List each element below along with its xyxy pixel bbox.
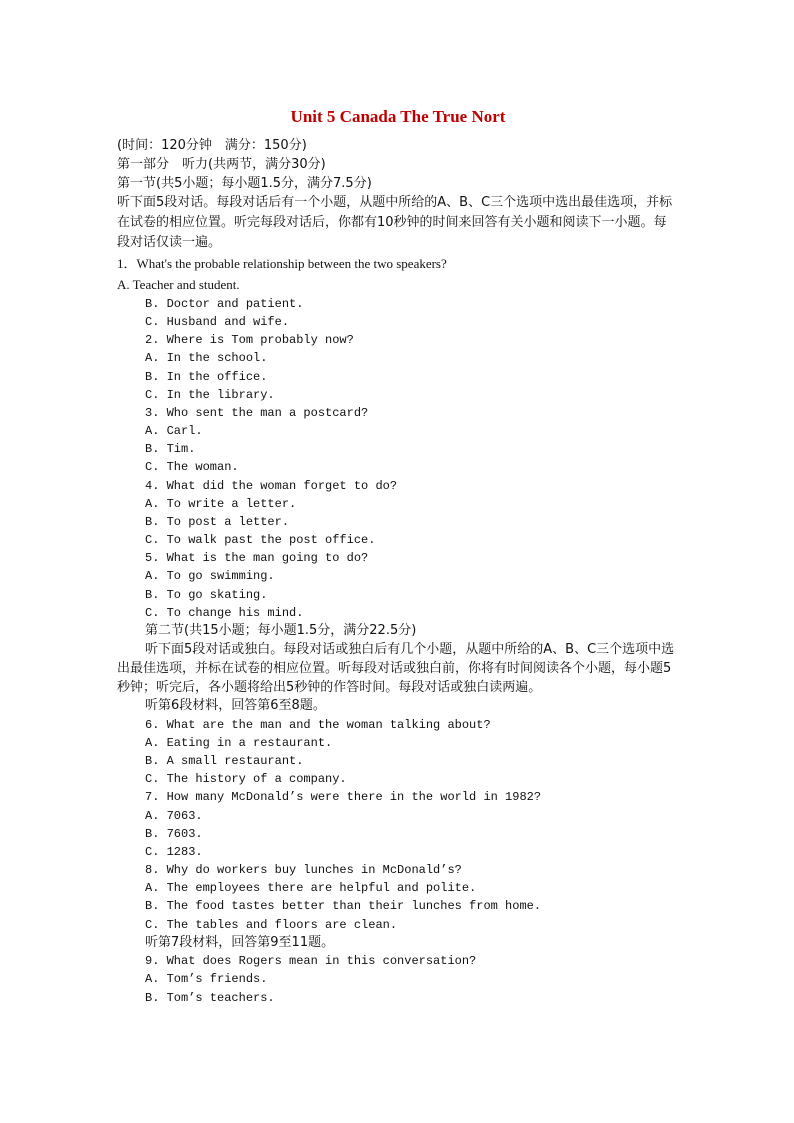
list-item: 6. What are the man and the woman talking about? — [145, 717, 491, 732]
list-item: A. In the school. — [145, 351, 268, 366]
list-item: A. Eating in a restaurant. — [145, 735, 333, 750]
section-one-list — [117, 295, 679, 622]
exam-time-info: (时间：120分钟 满分：150分) — [117, 138, 307, 153]
list-item: C. In the library. — [145, 387, 275, 402]
document-page — [117, 106, 679, 1007]
list-item: A. Tom’s friends. — [145, 972, 268, 987]
list-item: C. To walk past the post office. — [145, 533, 376, 548]
list-item: A. Carl. — [145, 424, 203, 439]
list-item: A. The employees there are helpful and polite. — [145, 881, 477, 896]
section-three-list — [117, 952, 679, 1006]
section-two-list — [117, 716, 679, 934]
list-item: C. Husband and wife. — [145, 315, 290, 330]
list-item: 5. What is the man going to do? — [145, 551, 369, 566]
list-item: B. Tim. — [145, 442, 196, 457]
section-two-instructions: 听下面5段对话或独白。每段对话或独白后有几个小题，从题中所给的A、B、C三个选项中选出最佳选项，并标在试卷的相应位置。听每段对话或独白前，你将有时间阅读各个小题，每小题5秒钟；听完后，各小题将给出5秒钟的作答时间。每段对话或独白读两遍。 — [117, 642, 675, 696]
list-item: B. A small restaurant. — [145, 754, 304, 769]
list-item: 2. Where is Tom probably now? — [145, 333, 354, 348]
list-item: A. To write a letter. — [145, 496, 297, 511]
list-item: B. To go skating. — [145, 587, 268, 602]
part-one-heading: 第一部分 听力(共两节，满分30分) — [117, 157, 326, 172]
list-item: 8. Why do workers buy lunches in McDonald’s? — [145, 863, 462, 878]
page-title: Unit 5 Canada The True Nort — [290, 107, 506, 126]
list-item: 3. Who sent the man a postcard? — [145, 405, 369, 420]
section-two-heading: 第二节(共15小题；每小题1.5分，满分22.5分) — [145, 622, 417, 638]
material-7-heading: 听第7段材料，回答第9至11题。 — [145, 934, 335, 950]
list-item: C. 1283. — [145, 844, 203, 859]
list-item: C. To change his mind. — [145, 605, 304, 620]
list-item: B. In the office. — [145, 369, 268, 384]
list-item: B. Doctor and patient. — [145, 297, 304, 311]
question-1: 1．What's the probable relationship between the two speakers? — [117, 256, 447, 271]
material-6-heading: 听第6段材料，回答第6至8题。 — [145, 698, 326, 714]
section-one-instructions: 听下面5段对话。每段对话后有一个小题，从题中所给的A、B、C三个选项中选出最佳选项，并标在试卷的相应位置。听完每段对话后，你都有10秒钟的时间来回答有关小题和阅读下一小题。每段对话仅读一遍。 — [117, 195, 673, 250]
list-item: 9. What does Rogers mean in this conversation? — [145, 954, 477, 969]
list-item: B. Tom’s teachers. — [145, 990, 275, 1005]
list-item: A. To go swimming. — [145, 569, 275, 584]
section-one-heading: 第一节(共5小题；每小题1.5分，满分7.5分) — [117, 176, 372, 191]
question-1-option-a: A. Teacher and student. — [117, 277, 240, 292]
list-item: C. The woman. — [145, 460, 239, 475]
list-item: B. The food tastes better than their lunches from home. — [145, 899, 542, 914]
list-item: A. 7063. — [145, 808, 203, 823]
list-item: C. The tables and floors are clean. — [145, 917, 398, 932]
list-item: 7. How many McDonald’s were there in the world in 1982? — [145, 790, 542, 805]
list-item: C. The history of a company. — [145, 772, 347, 787]
list-item: B. 7603. — [145, 826, 203, 841]
list-item: B. To post a letter. — [145, 514, 290, 529]
list-item: 4. What did the woman forget to do? — [145, 478, 398, 493]
